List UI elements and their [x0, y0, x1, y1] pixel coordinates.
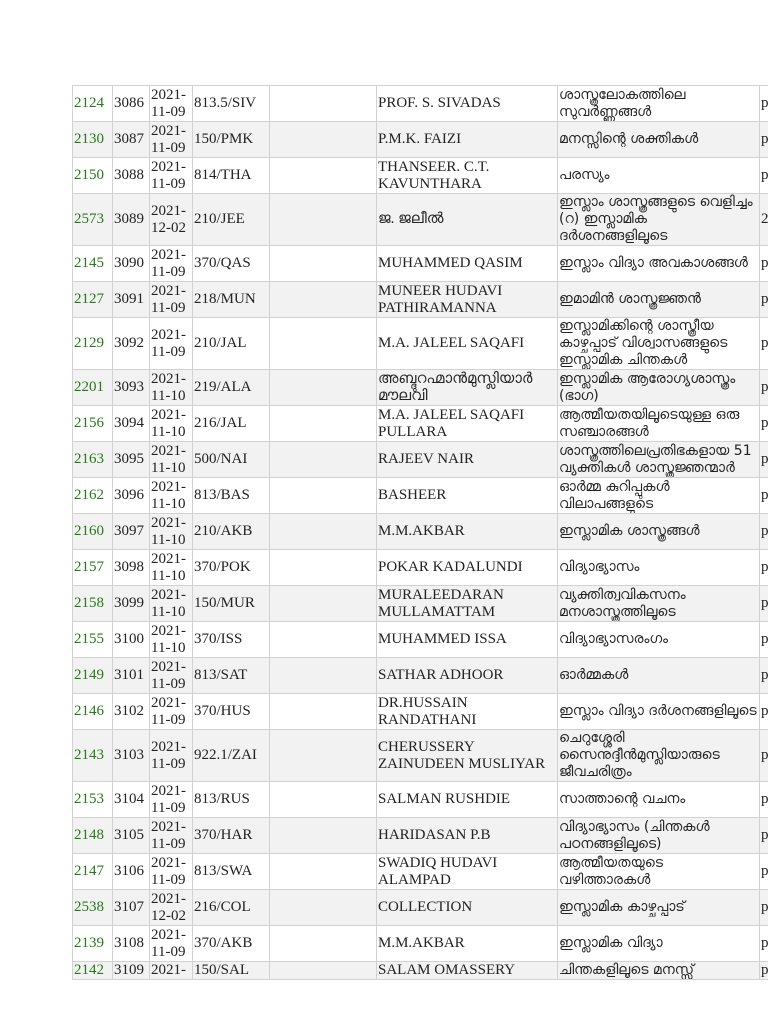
empty-cell — [270, 318, 377, 370]
accession-link[interactable]: 2157 — [74, 559, 104, 576]
date-cell: 2021-11-10 — [150, 442, 193, 478]
call-number-cell: 210/JAL — [193, 318, 270, 370]
accession-number-cell — [73, 406, 113, 442]
accession-number-cell — [73, 782, 113, 818]
title-cell: ആത്മീയതയുടെ വഴിത്താരകൾ — [558, 854, 760, 890]
title-cell: ഇസ്ലാം വിദ്യാ അവകാശങ്ങൾ — [558, 246, 760, 282]
title-cell: വിദ്യാഭ്യാസം — [558, 550, 760, 586]
serial-number-cell: 3108 — [113, 926, 150, 962]
table-row — [73, 926, 768, 962]
author-cell: അബ്ദുറഹ്മാൻമുസ്ലിയാർ മൗലവി — [377, 370, 558, 406]
title-cell: ഇസ്ലാമിക വിദ്യാ — [558, 926, 760, 962]
overflow-cell: p — [760, 818, 768, 854]
accession-link[interactable]: 2573 — [74, 211, 104, 228]
table-row — [73, 854, 768, 890]
date-cell: 2021-11-09 — [150, 122, 193, 158]
overflow-cell: p — [760, 962, 768, 980]
table-row — [73, 550, 768, 586]
serial-number-cell: 3087 — [113, 122, 150, 158]
table-row — [73, 246, 768, 282]
call-number-cell: 370/POK — [193, 550, 270, 586]
date-cell: 2021-11-10 — [150, 622, 193, 658]
table-row — [73, 282, 768, 318]
accession-number-cell — [73, 158, 113, 194]
author-cell: MUHAMMED ISSA — [377, 622, 558, 658]
overflow-cell: p — [760, 694, 768, 730]
author-cell: RAJEEV NAIR — [377, 442, 558, 478]
overflow-cell: p — [760, 246, 768, 282]
call-number-cell: 216/COL — [193, 890, 270, 926]
author-cell: SWADIQ HUDAVI ALAMPAD — [377, 854, 558, 890]
table-row — [73, 442, 768, 478]
table-row — [73, 86, 768, 122]
empty-cell — [270, 694, 377, 730]
serial-number-cell: 3106 — [113, 854, 150, 890]
accession-link[interactable]: 2201 — [74, 379, 104, 396]
date-cell: 2021-11-09 — [150, 246, 193, 282]
author-cell: M.A. JALEEL SAQAFI PULLARA — [377, 406, 558, 442]
call-number-cell: 150/SAL — [193, 962, 270, 980]
empty-cell — [270, 122, 377, 158]
call-number-cell: 210/JEE — [193, 194, 270, 246]
author-cell: SALAM OMASSERY — [377, 962, 558, 980]
accession-link[interactable]: 2130 — [74, 131, 104, 148]
accession-link[interactable]: 2139 — [74, 935, 104, 952]
date-cell: 2021-11-10 — [150, 514, 193, 550]
table-row — [73, 730, 768, 782]
table-row — [73, 194, 768, 246]
table-row — [73, 622, 768, 658]
empty-cell — [270, 158, 377, 194]
accession-link[interactable]: 2149 — [74, 667, 104, 684]
accession-number-cell — [73, 926, 113, 962]
accession-number-cell — [73, 86, 113, 122]
empty-cell — [270, 818, 377, 854]
accession-number-cell — [73, 818, 113, 854]
title-cell: ചെറുശ്ശേരി സൈനുദ്ദീൻമുസ്ലിയാരുടെ ജീവചരിത്രം — [558, 730, 760, 782]
title-cell: ഇസ്ലാം ശാസ്ത്രങ്ങളുടെ വെളിച്ചം (റ) ഇസ്ലാമിക ദർശനങ്ങളിലൂടെ — [558, 194, 760, 246]
serial-number-cell: 3104 — [113, 782, 150, 818]
table-row — [73, 782, 768, 818]
accession-number-cell — [73, 658, 113, 694]
table-row — [73, 694, 768, 730]
date-cell: 2021-12-02 — [150, 890, 193, 926]
empty-cell — [270, 282, 377, 318]
serial-number-cell: 3089 — [113, 194, 150, 246]
serial-number-cell: 3090 — [113, 246, 150, 282]
accession-link[interactable]: 2156 — [74, 415, 104, 432]
serial-number-cell: 3091 — [113, 282, 150, 318]
accession-link[interactable]: 2155 — [74, 631, 104, 648]
accession-link[interactable]: 2127 — [74, 291, 104, 308]
table-row — [73, 658, 768, 694]
serial-number-cell: 3095 — [113, 442, 150, 478]
accession-number-cell — [73, 478, 113, 514]
empty-cell — [270, 550, 377, 586]
empty-cell — [270, 962, 377, 980]
date-cell: 2021-11-09 — [150, 86, 193, 122]
call-number-cell: 813/BAS — [193, 478, 270, 514]
table-row — [73, 962, 768, 980]
overflow-cell: p — [760, 550, 768, 586]
accession-link[interactable]: 2145 — [74, 255, 104, 272]
empty-cell — [270, 926, 377, 962]
accession-link[interactable]: 2129 — [74, 335, 104, 352]
accession-number-cell — [73, 442, 113, 478]
call-number-cell: 370/AKB — [193, 926, 270, 962]
accession-link[interactable]: 2150 — [74, 167, 104, 184]
date-cell: 2021-11-10 — [150, 550, 193, 586]
table-row — [73, 478, 768, 514]
overflow-cell: p — [760, 658, 768, 694]
table-row — [73, 158, 768, 194]
title-cell: ഇസ്ലാമിക ശാസ്ത്രങ്ങൾ — [558, 514, 760, 550]
overflow-cell: p — [760, 586, 768, 622]
serial-number-cell: 3086 — [113, 86, 150, 122]
title-cell: ഇമാമിൻ ശാസ്ത്രജ്ഞൻ — [558, 282, 760, 318]
table-row — [73, 122, 768, 158]
accession-link[interactable]: 2124 — [74, 95, 104, 112]
date-cell: 2021-11-09 — [150, 318, 193, 370]
title-cell: ഇസ്ലാമിക്കിന്റെ ശാസ്ത്രീയ കാഴ്ചപ്പാട് വിശ്വാസങ്ങളുടെ ഇസ്ലാമിക ചിന്തകൾ — [558, 318, 760, 370]
empty-cell — [270, 658, 377, 694]
title-cell: ഇസ്ലാമിക കാഴ്ചപ്പാട് — [558, 890, 760, 926]
empty-cell — [270, 514, 377, 550]
accession-link[interactable]: 2147 — [74, 863, 104, 880]
accession-number-cell — [73, 370, 113, 406]
date-cell: 2021-11-09 — [150, 158, 193, 194]
title-cell: ചിന്തകളിലൂടെ മനസ്സ് — [558, 962, 760, 980]
accession-link[interactable]: 2162 — [74, 487, 104, 504]
serial-number-cell: 3100 — [113, 622, 150, 658]
author-cell: M.M.AKBAR — [377, 514, 558, 550]
author-cell: M.M.AKBAR — [377, 926, 558, 962]
title-cell: വിദ്യാഭ്യാസരംഗം — [558, 622, 760, 658]
author-cell: COLLECTION — [377, 890, 558, 926]
overflow-cell: 2 — [760, 194, 768, 246]
accession-number-cell — [73, 514, 113, 550]
accession-link[interactable]: 2538 — [74, 899, 104, 916]
call-number-cell: 218/MUN — [193, 282, 270, 318]
accession-number-cell — [73, 194, 113, 246]
overflow-cell: p — [760, 370, 768, 406]
overflow-cell: p — [760, 730, 768, 782]
date-cell: 2021-11-09 — [150, 282, 193, 318]
serial-number-cell: 3096 — [113, 478, 150, 514]
accession-link[interactable]: 2142 — [74, 962, 104, 978]
call-number-cell: 370/ISS — [193, 622, 270, 658]
title-cell: ഓർമ്മകൾ — [558, 658, 760, 694]
empty-cell — [270, 194, 377, 246]
overflow-cell: p — [760, 282, 768, 318]
accession-number-cell — [73, 586, 113, 622]
catalog-table-container — [72, 85, 768, 980]
empty-cell — [270, 730, 377, 782]
empty-cell — [270, 370, 377, 406]
title-cell: വിദ്യാഭ്യാസം (ചിന്തകൾ പഠനങ്ങളിലൂടെ) — [558, 818, 760, 854]
empty-cell — [270, 854, 377, 890]
serial-number-cell: 3109 — [113, 962, 150, 980]
call-number-cell: 813/SWA — [193, 854, 270, 890]
accession-number-cell — [73, 318, 113, 370]
serial-number-cell: 3101 — [113, 658, 150, 694]
call-number-cell: 150/PMK — [193, 122, 270, 158]
overflow-cell: p — [760, 854, 768, 890]
title-cell: ശാസ്ത്രത്തിലെപ്രതിഭകളായ 51 വ്യക്തികൾ ശാസ്ത്രജ്ഞന്മാർ — [558, 442, 760, 478]
author-cell: CHERUSSERY ZAINUDEEN MUSLIYAR — [377, 730, 558, 782]
author-cell: P.M.K. FAIZI — [377, 122, 558, 158]
call-number-cell: 219/ALA — [193, 370, 270, 406]
call-number-cell: 922.1/ZAI — [193, 730, 270, 782]
call-number-cell: 210/AKB — [193, 514, 270, 550]
title-cell: ഇസ്ലാം വിദ്യാ ദർശനങ്ങളിലൂടെ — [558, 694, 760, 730]
empty-cell — [270, 586, 377, 622]
empty-cell — [270, 406, 377, 442]
accession-number-cell — [73, 962, 113, 980]
call-number-cell: 370/QAS — [193, 246, 270, 282]
table-row — [73, 818, 768, 854]
call-number-cell: 150/MUR — [193, 586, 270, 622]
accession-number-cell — [73, 550, 113, 586]
call-number-cell: 813/RUS — [193, 782, 270, 818]
author-cell: MUHAMMED QASIM — [377, 246, 558, 282]
overflow-cell: p — [760, 890, 768, 926]
date-cell: 2021-11-09 — [150, 818, 193, 854]
catalog-table — [72, 85, 768, 980]
title-cell: ആത്മീയതയിലൂടെയുള്ള ഒരു സഞ്ചാരങ്ങൾ — [558, 406, 760, 442]
call-number-cell: 500/NAI — [193, 442, 270, 478]
author-cell: SATHAR ADHOOR — [377, 658, 558, 694]
serial-number-cell: 3098 — [113, 550, 150, 586]
empty-cell — [270, 890, 377, 926]
overflow-cell: p — [760, 86, 768, 122]
date-cell: 2021- — [150, 962, 193, 980]
serial-number-cell: 3092 — [113, 318, 150, 370]
author-cell: BASHEER — [377, 478, 558, 514]
accession-link[interactable]: 2163 — [74, 451, 104, 468]
date-cell: 2021-11-10 — [150, 586, 193, 622]
title-cell: ഇസ്ലാമിക ആരോഗ്യശാസ്ത്രം (ഭാഗ) — [558, 370, 760, 406]
title-cell: മനസ്സിന്റെ ശക്തികൾ — [558, 122, 760, 158]
author-cell: ജ. ജലീൽ — [377, 194, 558, 246]
accession-link[interactable]: 2148 — [74, 827, 104, 844]
overflow-cell: p — [760, 318, 768, 370]
serial-number-cell: 3099 — [113, 586, 150, 622]
call-number-cell: 813/SAT — [193, 658, 270, 694]
overflow-cell: p — [760, 406, 768, 442]
author-cell: POKAR KADALUNDI — [377, 550, 558, 586]
title-cell: ശാസ്ത്രലോകത്തിലെ സുവർണ്ണങ്ങൾ — [558, 86, 760, 122]
accession-number-cell — [73, 246, 113, 282]
call-number-cell: 370/HAR — [193, 818, 270, 854]
serial-number-cell: 3107 — [113, 890, 150, 926]
accession-link[interactable]: 2158 — [74, 595, 104, 612]
serial-number-cell: 3102 — [113, 694, 150, 730]
accession-link[interactable]: 2146 — [74, 703, 104, 720]
overflow-cell: p — [760, 622, 768, 658]
date-cell: 2021-11-09 — [150, 730, 193, 782]
serial-number-cell: 3105 — [113, 818, 150, 854]
table-row — [73, 370, 768, 406]
title-cell: വ്യക്തിത്വവികസനം മനശാസ്ത്രത്തിലൂടെ — [558, 586, 760, 622]
accession-number-cell — [73, 730, 113, 782]
overflow-cell: p — [760, 442, 768, 478]
date-cell: 2021-11-09 — [150, 854, 193, 890]
table-row — [73, 586, 768, 622]
date-cell: 2021-11-09 — [150, 658, 193, 694]
author-cell: M.A. JALEEL SAQAFI — [377, 318, 558, 370]
empty-cell — [270, 782, 377, 818]
author-cell: DR.HUSSAIN RANDATHANI — [377, 694, 558, 730]
date-cell: 2021-11-10 — [150, 406, 193, 442]
call-number-cell: 813.5/SIV — [193, 86, 270, 122]
overflow-cell: p — [760, 122, 768, 158]
author-cell: PROF. S. SIVADAS — [377, 86, 558, 122]
title-cell: പരസ്യം — [558, 158, 760, 194]
overflow-cell: p — [760, 782, 768, 818]
serial-number-cell: 3097 — [113, 514, 150, 550]
date-cell: 2021-11-10 — [150, 370, 193, 406]
overflow-cell: p — [760, 926, 768, 962]
date-cell: 2021-12-02 — [150, 194, 193, 246]
overflow-cell: p — [760, 478, 768, 514]
serial-number-cell: 3088 — [113, 158, 150, 194]
table-row — [73, 318, 768, 370]
accession-link[interactable]: 2153 — [74, 791, 104, 808]
accession-number-cell — [73, 622, 113, 658]
author-cell: MURALEEDARAN MULLAMATTAM — [377, 586, 558, 622]
serial-number-cell: 3093 — [113, 370, 150, 406]
call-number-cell: 370/HUS — [193, 694, 270, 730]
empty-cell — [270, 622, 377, 658]
serial-number-cell: 3103 — [113, 730, 150, 782]
accession-number-cell — [73, 854, 113, 890]
title-cell: സാത്താന്റെ വചനം — [558, 782, 760, 818]
overflow-cell: p — [760, 514, 768, 550]
serial-number-cell: 3094 — [113, 406, 150, 442]
title-cell: ഓർമ്മ കുറിപ്പുകൾ വിലാപങ്ങളുടെ — [558, 478, 760, 514]
accession-link[interactable]: 2160 — [74, 523, 104, 540]
call-number-cell: 814/THA — [193, 158, 270, 194]
table-row — [73, 514, 768, 550]
accession-number-cell — [73, 282, 113, 318]
catalog-table-body — [73, 86, 768, 980]
date-cell: 2021-11-09 — [150, 694, 193, 730]
call-number-cell: 216/JAL — [193, 406, 270, 442]
overflow-cell: p — [760, 158, 768, 194]
table-row — [73, 890, 768, 926]
accession-number-cell — [73, 122, 113, 158]
accession-number-cell — [73, 890, 113, 926]
author-cell: MUNEER HUDAVI PATHIRAMANNA — [377, 282, 558, 318]
date-cell: 2021-11-09 — [150, 926, 193, 962]
empty-cell — [270, 442, 377, 478]
author-cell: HARIDASAN P.B — [377, 818, 558, 854]
empty-cell — [270, 478, 377, 514]
accession-link[interactable]: 2143 — [74, 747, 104, 764]
table-row — [73, 406, 768, 442]
empty-cell — [270, 86, 377, 122]
date-cell: 2021-11-10 — [150, 478, 193, 514]
date-cell: 2021-11-09 — [150, 782, 193, 818]
accession-number-cell — [73, 694, 113, 730]
author-cell: THANSEER. C.T. KAVUNTHARA — [377, 158, 558, 194]
author-cell: SALMAN RUSHDIE — [377, 782, 558, 818]
empty-cell — [270, 246, 377, 282]
